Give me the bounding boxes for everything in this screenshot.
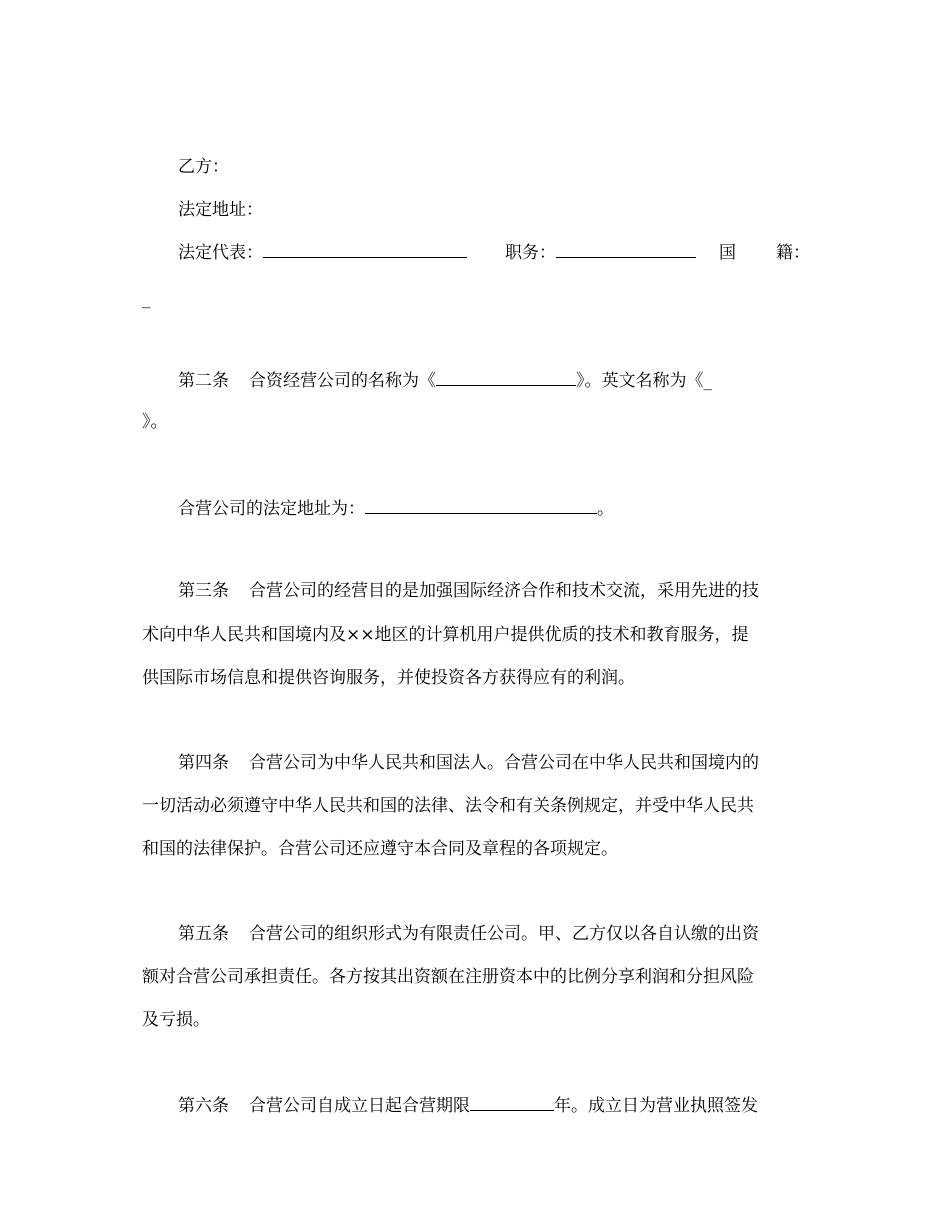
article-6-number: 第六条 [178, 1096, 229, 1116]
party-b-label [178, 156, 810, 178]
company-address-line [178, 497, 810, 520]
article-3-line-3 [142, 667, 810, 689]
company-address-blank [365, 497, 597, 514]
article-3-text-3: 供国际市场信息和提供咨询服务，并使投资各方获得应有的利润。 [142, 668, 635, 688]
article-5-text-3: 及亏损。 [142, 1010, 210, 1030]
nationality-label-1: 国 [719, 243, 736, 263]
position-label: 职务： [505, 243, 556, 263]
article-2-text-b: 》。英文名称为《_ [576, 371, 712, 391]
article-3-number: 第三条 [178, 581, 229, 601]
article-2-text-c: 》。 [142, 412, 168, 432]
article-5-line-1 [178, 923, 810, 945]
party-b-address [178, 199, 810, 221]
article-6-text-a: 合营公司自成立日起合营期限 [249, 1096, 470, 1116]
article-3-text-2: 术向中华人民共和国境内及××地区的计算机用户提供优质的技术和教育服务，提 [142, 625, 749, 645]
article-5-text-2: 额对合营公司承担责任。各方按其出资额在注册资本中的比例分享利润和分担风险 [142, 967, 754, 987]
position-blank [556, 241, 696, 258]
article-2-text-a: 合资经营公司的名称为《 [249, 371, 436, 391]
article-3-text-1: 合营公司的经营目的是加强国际经济合作和技术交流，采用先进的技 [249, 581, 759, 601]
article-4-line-3 [142, 838, 810, 860]
article-4-line-1 [178, 752, 810, 774]
article-2-number: 第二条 [178, 371, 229, 391]
party-b-representative-row [178, 241, 810, 264]
article-6-text-b: 年。成立日为营业执照签发 [554, 1096, 758, 1116]
article-4-text-2: 一切活动必须遵守中华人民共和国的法律、法令和有关条例规定，并受中华人民共 [142, 796, 754, 816]
trailing-underscore: _ [142, 289, 151, 309]
article-2-line-2 [142, 411, 810, 433]
article-5-line-2 [142, 966, 810, 988]
article-4-number: 第四条 [178, 753, 229, 773]
article-3-line-1 [178, 580, 810, 602]
article-5-number: 第五条 [178, 924, 229, 944]
party-b-label-text: 乙方： [178, 157, 229, 177]
representative-label: 法定代表： [178, 243, 263, 263]
company-address-end: 。 [597, 499, 614, 519]
representative-blank [263, 241, 467, 258]
article-4-text-1: 合营公司为中华人民共和国法人。合营公司在中华人民共和国境内的 [249, 753, 759, 773]
article-5-text-1: 合营公司的组织形式为有限责任公司。甲、乙方仅以各自认缴的出资 [249, 924, 759, 944]
article-2-line-1 [178, 369, 810, 392]
company-address-label: 合营公司的法定地址为： [178, 499, 365, 519]
article-4-text-3: 和国的法律保护。合营公司还应遵守本合同及章程的各项规定。 [142, 839, 618, 859]
term-years-blank [470, 1094, 554, 1111]
company-name-blank [436, 369, 576, 386]
article-5-line-3 [142, 1009, 810, 1031]
article-3-line-2 [142, 624, 810, 646]
article-6-line-1 [178, 1094, 810, 1117]
nationality-underscore [142, 288, 810, 310]
nationality-label-2: 籍： [776, 243, 810, 263]
address-label: 法定地址： [178, 200, 263, 220]
article-4-line-2 [142, 795, 810, 817]
